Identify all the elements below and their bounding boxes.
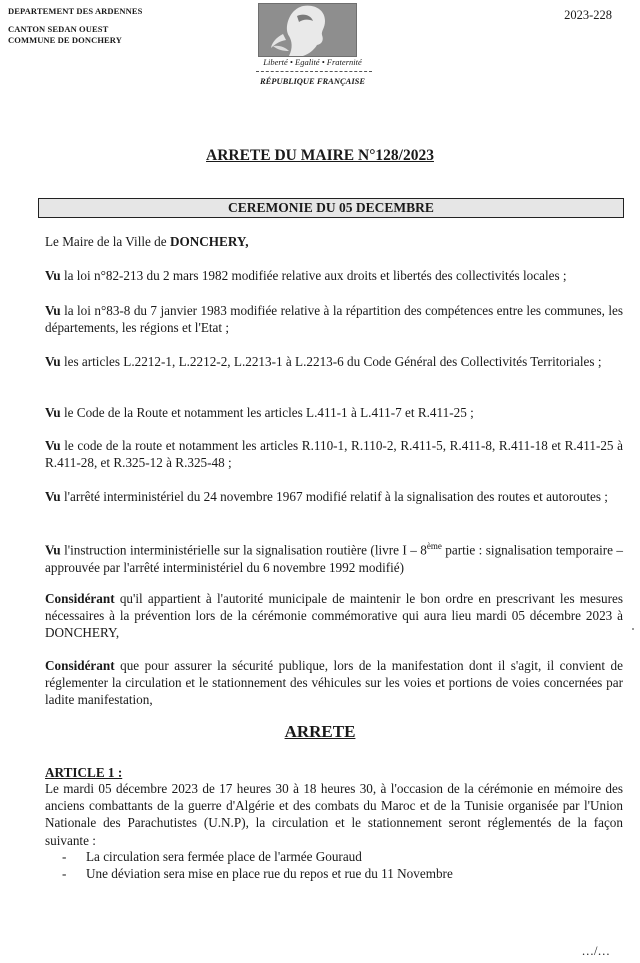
recital-vu-6 bbox=[45, 488, 623, 505]
vu-label: Vu bbox=[45, 405, 61, 420]
vu-text: la loi n°82-213 du 2 mars 1982 modifiée relative aux droits et libertés des collectivités locales ; bbox=[60, 268, 567, 283]
continuation-mark: …/… bbox=[581, 944, 610, 958]
vu-label: Vu bbox=[45, 303, 61, 318]
vu-text: le code de la route et notamment les articles R.110-1, R.110-2, R.411-5, R.411-8, R.411-18 et R.411-25 à R.411-28, et R.325-12 à R.325-48 ; bbox=[45, 438, 623, 471]
intro-prefix: Le Maire de la Ville de bbox=[45, 234, 170, 249]
decision-heading: ARRETE bbox=[284, 722, 356, 741]
recital-vu-3 bbox=[45, 353, 623, 370]
departement-label: DEPARTEMENT DES ARDENNES bbox=[8, 6, 143, 16]
marianne-profile-icon bbox=[259, 4, 356, 56]
administrative-header bbox=[8, 6, 143, 46]
commune-label: COMMUNE DE DONCHERY bbox=[8, 35, 122, 45]
bullet-marker: - bbox=[62, 866, 67, 881]
recital-vu-5 bbox=[45, 437, 623, 471]
document-reference: 2023-228 bbox=[564, 8, 612, 22]
article-1-text: Le mardi 05 décembre 2023 de 17 heures 30 à 18 heures 30, à l'occasion de la cérémonie en mémoire des anciens combattants de la guerre d'Algérie et des combats du Maroc et de la Tunisie organisée par l'Union Nationale des Parachutistes (U.N.P), la circulation et le stationnement seront réglementés de la façon suivante : bbox=[45, 781, 623, 848]
decree-title: ARRETE DU MAIRE N°128/2023 bbox=[206, 147, 434, 164]
vu-label: Vu bbox=[45, 438, 61, 453]
recital-considerant-2 bbox=[45, 657, 623, 709]
considerant-text: qu'il appartient à l'autorité municipale de maintenir le bon ordre en prescrivant les mesures nécessaires à la prévention lors de la cérémonie commémorative qui aura lieu mardi 05 décembre 2023 à DONCHERY, bbox=[45, 591, 623, 641]
ordinal-superscript: ème bbox=[426, 541, 442, 551]
vu-label: Vu bbox=[45, 268, 61, 283]
republic-label: RÉPUBLIQUE FRANÇAISE bbox=[259, 76, 366, 86]
vu-label: Vu bbox=[45, 489, 61, 504]
bullet-marker: - bbox=[62, 849, 67, 864]
recital-considerant-1 bbox=[45, 590, 623, 642]
scan-speck bbox=[632, 628, 634, 630]
considerant-text: que pour assurer la sécurité publique, lors de la manifestation dont il s'agit, il convient de réglementer la circulation et le stationnement des véhicules sur les voies et portions de voies concernées par ladite manifestation, bbox=[45, 658, 623, 708]
canton-label: CANTON SEDAN OUEST bbox=[8, 24, 109, 34]
ceremony-banner: CEREMONIE DU 05 DECEMBRE bbox=[38, 198, 624, 218]
national-motto: Liberté • Egalité • Fraternité bbox=[263, 57, 362, 67]
marianne-logo bbox=[258, 3, 357, 57]
article-1-heading: ARTICLE 1 : bbox=[45, 765, 123, 780]
vu-text: les articles L.2212-1, L.2212-2, L.2213-1 à L.2213-6 du Code Général des Collectivités Territoriales ; bbox=[60, 354, 602, 369]
vu-text-before: l'instruction interministérielle sur la signalisation routière (livre I – 8 bbox=[60, 542, 427, 558]
motto-divider bbox=[256, 71, 372, 72]
list-item bbox=[62, 848, 362, 865]
considerant-label: Considérant bbox=[45, 591, 115, 606]
mayor-intro bbox=[45, 233, 623, 250]
list-item-text: La circulation sera fermée place de l'armée Gouraud bbox=[86, 849, 362, 864]
vu-text-after: partie : signalisation temporaire – approuvée par l'arrêté interministériel du 6 novembre 1992 modifié) bbox=[45, 542, 623, 575]
considerant-label: Considérant bbox=[45, 658, 115, 673]
list-item-text: Une déviation sera mise en place rue du repos et rue du 11 Novembre bbox=[86, 866, 453, 881]
recital-vu-instruction bbox=[45, 538, 623, 576]
vu-text: l'arrêté interministériel du 24 novembre 1967 modifié relatif à la signalisation des routes et autoroutes ; bbox=[60, 489, 608, 504]
vu-text: la loi n°83-8 du 7 janvier 1983 modifiée relative à la répartition des compétences entre les communes, les départements, les régions et l'Etat ; bbox=[45, 303, 623, 336]
vu-label: Vu bbox=[45, 354, 61, 369]
vu-label: Vu bbox=[45, 542, 61, 558]
recital-vu-4 bbox=[45, 404, 623, 421]
town-name: DONCHERY, bbox=[169, 234, 249, 249]
recital-vu-2 bbox=[45, 302, 623, 336]
list-item bbox=[62, 865, 453, 882]
vu-text: le Code de la Route et notamment les articles L.411-1 à L.411-7 et R.411-25 ; bbox=[60, 405, 474, 420]
recital-vu-1 bbox=[45, 267, 623, 284]
